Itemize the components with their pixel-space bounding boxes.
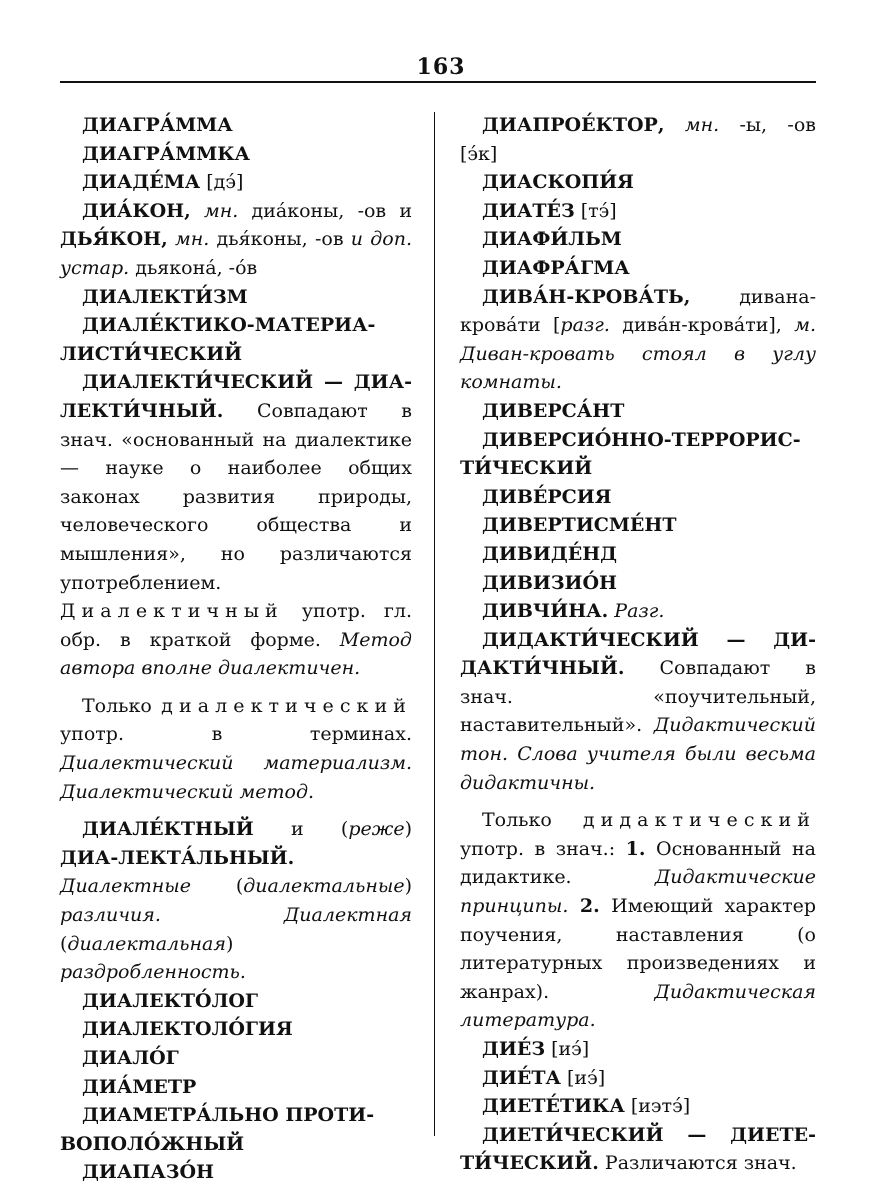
pronunciation: [иэ́] xyxy=(567,1066,606,1089)
example: Диалектический материализм. Диалектический метод. xyxy=(60,752,412,803)
label: и доп. устар. xyxy=(60,228,412,279)
headword: ДИА-ЛЕКТА́ЛЬНЫЙ. xyxy=(60,846,295,869)
headword: ДИАДЕ́МА xyxy=(82,171,201,194)
entry-dialektnyj xyxy=(60,815,412,987)
entry-dialektiko-line1: ДИАЛЕ́КТИКО-МАТЕРИА- xyxy=(82,314,376,337)
text: ( xyxy=(235,875,244,898)
term: дидактический xyxy=(582,809,816,832)
headword: ДИАЛЕКТИ́ЧЕСКИЙ — ДИА-ЛЕКТИ́ЧНЫЙ. xyxy=(60,371,412,422)
headword: ДИЕ́З xyxy=(482,1038,546,1060)
sense-number: 2. xyxy=(579,895,600,918)
entry-dietetika xyxy=(460,1092,816,1121)
entry-dialektiko-line2: ЛИСТИ́ЧЕСКИЙ xyxy=(60,342,243,365)
example: диалектальные xyxy=(243,875,405,898)
entry-diakon xyxy=(60,197,412,283)
pronunciation: [тэ́] xyxy=(580,199,617,222)
term: диалектический xyxy=(161,694,412,717)
example: Диалектные xyxy=(60,875,191,898)
headword: ДИВЧИ́НА. xyxy=(482,600,609,623)
headword: ДИАТЕ́З xyxy=(482,199,575,222)
pronunciation: [иэ́] xyxy=(551,1038,590,1060)
entry-diaproektor xyxy=(460,111,816,168)
entry-divizion: ДИВИЗИО́Н xyxy=(482,571,618,594)
entry-dialektologiya: ДИАЛЕКТОЛО́ГИЯ xyxy=(82,1018,293,1041)
headword: ДИДАКТИ́ЧЕСКИЙ — ДИ-ДАКТИ́ЧНЫЙ. xyxy=(460,628,816,680)
text: Только xyxy=(82,694,152,717)
headword: ДИЕТЕ́ТИКА xyxy=(482,1095,625,1118)
entry-diversionno-line1: ДИВЕРСИО́ННО-ТЕРРОРИС- xyxy=(482,428,801,451)
label: мн. xyxy=(203,199,239,222)
entry-didakticheskij xyxy=(460,626,816,798)
entry-diapazon: ДИАПАЗО́Н xyxy=(82,1161,214,1184)
entry-divchina xyxy=(460,597,816,626)
text: дья́коны, -ов xyxy=(216,228,344,251)
label: мн. xyxy=(684,114,720,136)
text: и xyxy=(291,818,304,841)
right-column xyxy=(460,111,816,1178)
entry-dialektolog: ДИАЛЕКТО́ЛОГ xyxy=(82,989,259,1012)
definition: Совпадают в знач. «основанный на диалектике — науке о наиболее общих законах развития природы, человеческого общества и мышления», но различаются употреблением. xyxy=(60,399,413,594)
text: Только xyxy=(482,809,552,832)
pronunciation: [дэ́] xyxy=(206,171,244,194)
label: мн. xyxy=(174,228,210,251)
entry-diatez xyxy=(460,197,816,226)
text: дивана-крова́ти [ xyxy=(460,285,816,337)
example: Дидактический тон. Слова учителя были весьма дидактичны. xyxy=(460,714,816,794)
text: ( xyxy=(340,818,349,841)
pronunciation: [иэтэ́] xyxy=(630,1095,691,1118)
headword: ДИЕ́ТА xyxy=(482,1066,561,1089)
entry-dividend: ДИВИДЕ́НД xyxy=(482,542,618,565)
headword: ДИАПРОЕ́КТОР, xyxy=(482,114,665,136)
definition: Совпадают в знач. «поучительный, наставительный». xyxy=(460,657,817,737)
entry-diafragma: ДИАФРА́ГМА xyxy=(482,256,630,279)
text: Основанный на дидактике. xyxy=(460,837,816,889)
entry-dieta xyxy=(460,1064,816,1093)
text: -ы, -ов [э́к] xyxy=(460,114,816,165)
example: м. Диван-кровать стоял в углу комнаты. xyxy=(460,314,816,394)
entry-diametralno-line2: ВОПОЛО́ЖНЫЙ xyxy=(60,1132,245,1155)
example: различия. Диалектная xyxy=(60,904,412,927)
text: дьякона́, -о́в xyxy=(135,256,258,279)
example: диалектальная xyxy=(67,932,226,955)
example: Дидактические принципы. xyxy=(460,866,816,918)
entry-diaskopiya: ДИАСКОПИ́Я xyxy=(482,171,634,194)
label: Разг. xyxy=(614,600,665,623)
example: Метод автора вполне диалектичен. xyxy=(60,628,412,680)
sense-number: 1. xyxy=(625,837,646,860)
headword: ДИА́КОН, xyxy=(82,199,191,222)
example: Дидактическая литература. xyxy=(460,980,816,1032)
page-number: 163 xyxy=(416,54,466,80)
headword: ДИВА́Н-КРОВА́ТЬ, xyxy=(482,285,691,308)
text: ) xyxy=(404,818,412,841)
label: реже xyxy=(348,818,405,841)
text: употр. в знач.: xyxy=(460,837,616,860)
entry-divertisment: ДИВЕРТИСМЕ́НТ xyxy=(482,514,677,537)
entry-divan-krovat xyxy=(460,283,816,397)
entry-diametralno-line1: ДИАМЕТРА́ЛЬНО ПРОТИ- xyxy=(82,1104,375,1127)
text: диа́коны, -ов и xyxy=(251,199,413,222)
entry-diagrammka: ДИАГРА́ММКА xyxy=(82,142,251,165)
text: употр. в терминах. xyxy=(60,723,412,746)
headword: ДЬЯ́КОН, xyxy=(60,228,168,251)
entry-diafilm: ДИАФИ́ЛЬМ xyxy=(482,228,622,251)
label: разг. xyxy=(560,314,610,337)
entry-diadema xyxy=(60,168,412,197)
text: употр. гл. обр. в краткой форме. xyxy=(60,600,412,651)
headword: ДИАЛЕ́КТНЫЙ xyxy=(82,818,254,841)
entry-dialektizm: ДИАЛЕКТИ́ЗМ xyxy=(82,285,248,308)
text: ) xyxy=(225,932,234,955)
text: ( xyxy=(60,932,68,955)
entry-didakticheskij-note xyxy=(460,806,816,1035)
entry-dieticheskij xyxy=(460,1121,816,1178)
entry-diez xyxy=(460,1035,816,1064)
term: Диалектичный xyxy=(60,600,284,623)
text: ) xyxy=(404,875,412,898)
definition: Различаются знач. xyxy=(604,1152,797,1175)
entry-diversiya: ДИВЕ́РСИЯ xyxy=(482,485,612,508)
entry-diagramma: ДИАГРА́ММА xyxy=(82,114,233,136)
text: Имеющий характер поучения, наставления (о литературных произведениях и жанрах). xyxy=(460,895,817,1003)
headword: ДИЕТИ́ЧЕСКИЙ — ДИЕТЕ-ТИ́ЧЕСКИЙ. xyxy=(460,1123,816,1175)
left-column xyxy=(60,111,412,1187)
example: раздробленность. xyxy=(60,961,246,984)
text: дива́н-крова́ти], xyxy=(622,314,782,337)
header-rule xyxy=(60,81,816,83)
column-divider xyxy=(434,112,435,1136)
entry-dialekticheskij-note xyxy=(60,692,412,806)
entry-dialekticheskij xyxy=(60,368,412,683)
entry-diversant: ДИВЕРСА́НТ xyxy=(482,399,625,422)
entry-dialog: ДИАЛО́Г xyxy=(82,1047,179,1069)
entry-diametr: ДИА́МЕТР xyxy=(82,1075,197,1098)
entry-diversionno-line2: ТИ́ЧЕСКИЙ xyxy=(460,457,593,480)
